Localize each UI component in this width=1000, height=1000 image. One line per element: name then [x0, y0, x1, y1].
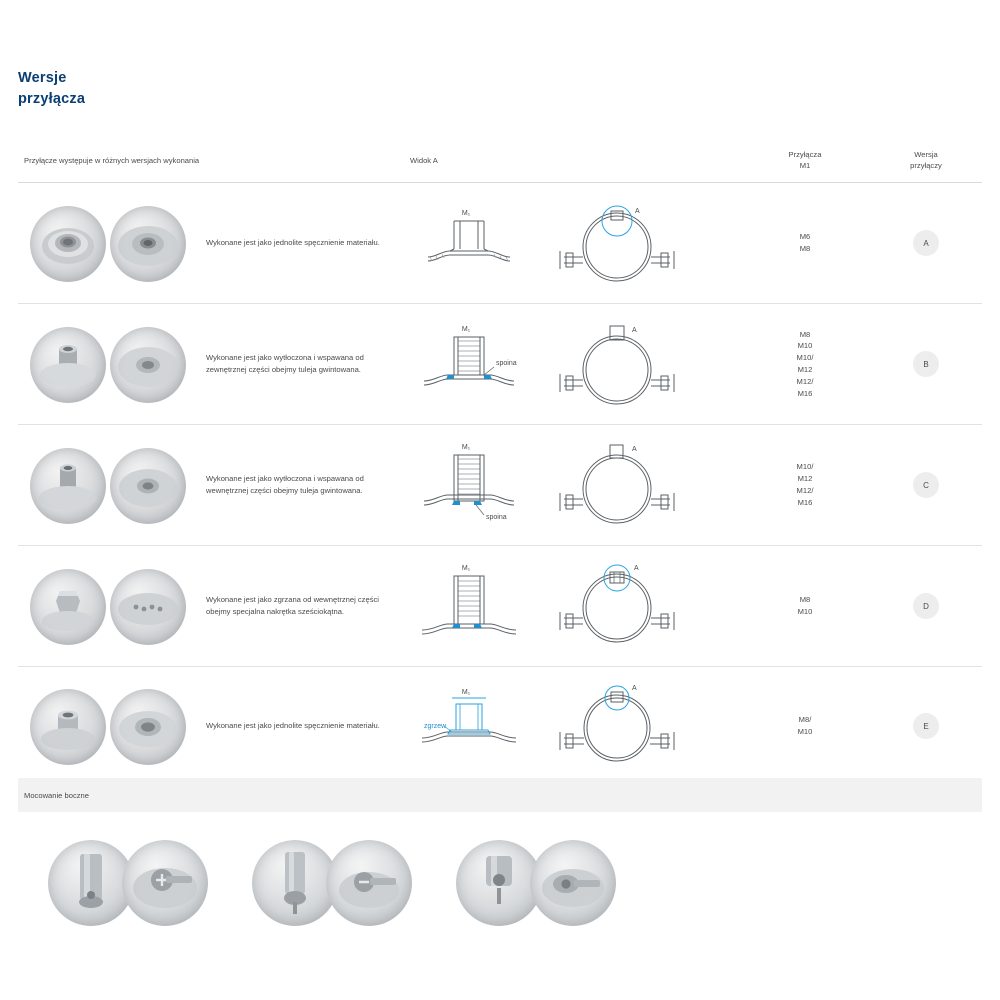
- m1-label: M₁: [461, 326, 471, 333]
- row-description-text: Wykonane jest jako jednolite spęcznienie materiału.: [206, 721, 380, 731]
- row-version-cell: [870, 472, 982, 498]
- side-photo-right: [122, 840, 208, 926]
- table-row: [18, 667, 982, 785]
- header-m1-line1: Przyłącza: [788, 149, 822, 159]
- clamp-drawing: [542, 554, 692, 658]
- m1-label: M₁: [461, 444, 471, 451]
- photo-detail-left: [30, 327, 106, 403]
- side-photo-right: [326, 840, 412, 926]
- nut-photo-illustration: [110, 206, 186, 282]
- nut-photo-illustration: [30, 206, 106, 282]
- clamp-drawing: [542, 191, 692, 295]
- weld-label: spoina: [496, 360, 517, 367]
- header-m1-line2: M1: [799, 161, 811, 170]
- photo-detail-left: [30, 448, 106, 524]
- row-photos: [24, 200, 196, 286]
- side-photo-pair: [18, 834, 198, 934]
- row-version-cell: [870, 593, 982, 619]
- page-title-line2: przyłącza: [18, 91, 86, 108]
- photo-detail-right: [110, 327, 186, 403]
- photo-detail-right: [110, 206, 186, 282]
- version-badge: E: [913, 713, 939, 739]
- section-drawing: [410, 437, 528, 533]
- m1-label: M₁: [461, 565, 471, 572]
- photo-detail-right: [110, 448, 186, 524]
- section-drawing: [410, 201, 528, 285]
- row-description-text: Wykonane jest jako wytłoczona i wspawana od wewnętrznej części obejmy tuleja gwintowana.: [206, 474, 364, 495]
- version-badge: A: [913, 230, 939, 256]
- version-badge: D: [913, 593, 939, 619]
- header-view: Widok A: [410, 155, 438, 165]
- page-title: [18, 68, 218, 110]
- row-m1-cell: [740, 329, 870, 400]
- photo-detail-left: [30, 206, 106, 282]
- row-m1-cell: [740, 594, 870, 618]
- clamp-drawing: [542, 433, 692, 537]
- m1-value: M8 M10 M10/ M12 M12/ M16: [796, 329, 814, 398]
- row-description-cell: [18, 442, 410, 528]
- row-m1-cell: [740, 231, 870, 255]
- table-row: [18, 546, 982, 667]
- page-title-line1: Wersje: [18, 70, 67, 86]
- row-view-cell: [410, 676, 740, 776]
- row-photos: [24, 683, 196, 769]
- version-badge: B: [913, 351, 939, 377]
- photo-detail-right: [110, 569, 186, 645]
- row-view-cell: [410, 433, 740, 537]
- side-mount-photos: [18, 824, 982, 944]
- table-row: [18, 304, 982, 425]
- section-drawing: [410, 319, 528, 409]
- version-badge: C: [913, 472, 939, 498]
- view-a-label: A: [632, 685, 637, 692]
- row-photos: [24, 563, 196, 649]
- row-description-cell: [18, 563, 410, 649]
- m1-label: M₁: [461, 210, 471, 217]
- side-photo-pair: [426, 834, 606, 934]
- m1-label: M₁: [461, 689, 471, 696]
- versions-table: [18, 138, 982, 785]
- row-photos: [24, 442, 196, 528]
- row-photos: [24, 321, 196, 407]
- side-mount-band: [18, 778, 982, 812]
- header-version-line2: przyłączy: [910, 161, 942, 170]
- header-version: [870, 149, 982, 172]
- side-photo-pair: [222, 834, 402, 934]
- side-photo-right: [530, 840, 616, 926]
- row-m1-cell: [740, 714, 870, 738]
- table-row: [18, 183, 982, 304]
- view-a-label: A: [635, 208, 640, 215]
- row-view-cell: [410, 312, 740, 416]
- row-view-cell: [410, 554, 740, 658]
- row-version-cell: [870, 351, 982, 377]
- clamp-drawing: [542, 676, 692, 776]
- row-description-text: Wykonane jest jako jednolite spęcznienie materiału.: [206, 238, 380, 248]
- section-drawing: [410, 682, 528, 770]
- m1-value: M8 M10: [797, 595, 813, 616]
- side-mount-label: Mocowanie boczne: [24, 790, 90, 800]
- table-header-row: [18, 138, 982, 183]
- view-a-label: A: [632, 446, 637, 453]
- m1-value: M6 M8: [799, 232, 811, 253]
- row-description-text: Wykonane jest jako wytłoczona i wspawana od zewnętrznej części obejmy tuleja gwintowana.: [206, 353, 364, 374]
- header-m1: [740, 149, 870, 172]
- row-description-cell: [18, 683, 410, 769]
- view-a-label: A: [632, 327, 637, 334]
- row-view-cell: [410, 191, 740, 295]
- header-description: Przyłącze występuje w różnych wersjach wykonania: [24, 155, 200, 165]
- photo-detail-right: [110, 689, 186, 765]
- weld-label: zgrzew: [424, 723, 447, 730]
- section-drawing: [410, 558, 528, 654]
- row-version-cell: [870, 230, 982, 256]
- table-row: [18, 425, 982, 546]
- row-version-cell: [870, 713, 982, 739]
- m1-value: M10/ M12 M12/ M16: [796, 462, 814, 507]
- m1-value: M8/ M10: [797, 715, 813, 736]
- view-a-label: A: [634, 565, 639, 572]
- row-m1-cell: [740, 461, 870, 508]
- clamp-drawing: [542, 312, 692, 416]
- row-description-text: Wykonane jest jako zgrzana od wewnętrznej części obejmy specjalna nakrętka sześciokątna.: [206, 595, 379, 616]
- row-description-cell: [18, 200, 410, 286]
- photo-detail-left: [30, 689, 106, 765]
- photo-detail-left: [30, 569, 106, 645]
- row-description-cell: [18, 321, 410, 407]
- header-version-line1: Wersja: [914, 149, 938, 159]
- weld-label: spoina: [486, 514, 507, 521]
